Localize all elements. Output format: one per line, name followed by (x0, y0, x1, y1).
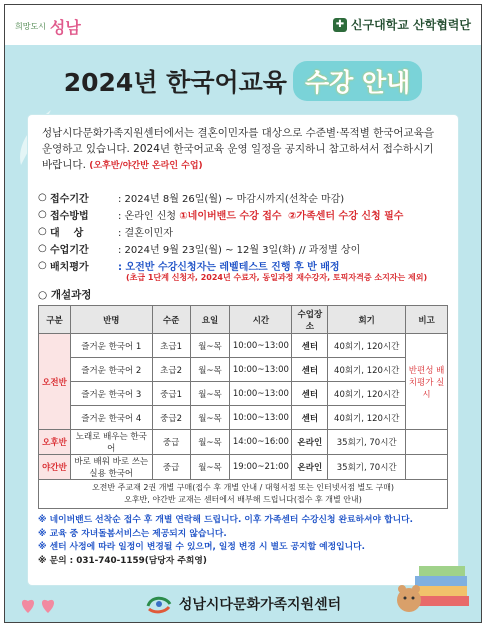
level-cell: 중급1 (152, 382, 190, 406)
column-header: 수업장소 (292, 306, 328, 334)
place-cell: 센터 (292, 334, 328, 358)
level-text: : 오전반 수강신청자는 레벨테스트 진행 후 반 배정 (118, 262, 340, 273)
remark-cell-empty (406, 455, 448, 480)
circle-bullet-icon: ○ (38, 192, 47, 203)
university-seal-icon: ✚ (333, 18, 347, 32)
table-footnote (39, 480, 448, 509)
note-line: ※ 네이버밴드 선착순 접수 후 개별 연락해 드립니다. 이후 가족센터 수강신청 완료하셔야 합니다. (38, 515, 413, 525)
seongnam-logo (15, 15, 81, 38)
target-label: 대 상 (50, 228, 84, 239)
place-cell: 온라인 (292, 430, 328, 455)
table-row (39, 334, 448, 358)
course-label: 수업기간 (50, 245, 89, 256)
place-cell: 센터 (292, 406, 328, 430)
day-cell: 월~목 (190, 334, 230, 358)
place-cell: 센터 (292, 358, 328, 382)
circle-bullet-icon: ○ (38, 260, 47, 271)
circle-bullet-icon: ○ (38, 209, 47, 220)
page-title (5, 61, 481, 101)
intro-paragraph (42, 125, 444, 174)
info-row-course (38, 240, 448, 257)
shingu-university-logo (333, 16, 471, 33)
info-row-period (38, 189, 448, 206)
day-cell: 월~목 (190, 455, 230, 480)
time-cell: 10:00~13:00 (230, 358, 292, 382)
column-header: 시간 (230, 306, 292, 334)
poster (4, 4, 482, 623)
method-value (118, 207, 403, 222)
table-row (39, 382, 448, 406)
footnote-line-1: 오전반 주교재 2권 개별 구매(접수 후 개별 안내 / 대형서점 또는 인터넷서점 별도 구매) (91, 483, 395, 492)
info-list (38, 189, 448, 283)
day-cell: 월~목 (190, 430, 230, 455)
sessions-cell: 40회기, 120시간 (328, 406, 406, 430)
column-header: 회기 (328, 306, 406, 334)
center-name: 성남시다문화가족지원센터 (178, 596, 342, 613)
class-name-cell: 바로 배워 바로 쓰는 실용 한국어 (70, 455, 152, 480)
level-cell: 중급2 (152, 406, 190, 430)
time-cell: 10:00~13:00 (230, 406, 292, 430)
group-cell: 오후반 (39, 430, 71, 455)
table-row (39, 406, 448, 430)
column-header: 비고 (406, 306, 448, 334)
remark-cell: 반편성 배치평가 실시 (406, 334, 448, 430)
books-and-teddy-icon (393, 538, 473, 618)
column-header: 요일 (190, 306, 230, 334)
method-label: 접수방법 (50, 211, 89, 222)
note-line: ※ 센터 사정에 따라 일정이 변경될 수 있으며, 일정 변경 시 별도 공지할 예정입니다. (38, 542, 365, 552)
table-footnote-row (39, 480, 448, 509)
time-cell: 19:00~21:00 (230, 455, 292, 480)
center-logo-icon (145, 594, 173, 614)
sessions-cell: 40회기, 120시간 (328, 358, 406, 382)
class-name-cell: 노래로 배우는 한국어 (70, 430, 152, 455)
level-value (118, 258, 340, 273)
group-cell: 야간반 (39, 455, 71, 480)
notes-list (38, 514, 450, 568)
target-value: : 결혼이민자 (118, 228, 173, 239)
footnote-line-2: 오후반, 야간반 교재는 센터에서 배부해 드립니다(접수 후 개별 안내) (124, 495, 362, 504)
note-line: ※ 교육 중 자녀돌봄서비스는 제공되지 않습니다. (38, 528, 227, 539)
level-cell: 중급 (152, 430, 190, 455)
course-section-title (38, 287, 91, 302)
title-highlight: 수강 안내 (293, 61, 422, 101)
contact-line: ※ 문의 : 031-740-1159(담당자 주희영) (38, 555, 207, 566)
table-row (39, 358, 448, 382)
column-header: 구분 (39, 306, 71, 334)
group-cell: 오전반 (39, 334, 71, 430)
logo-brand-text: 성남 (49, 18, 81, 37)
time-cell: 14:00~16:00 (230, 430, 292, 455)
sessions-cell: 40회기, 120시간 (328, 334, 406, 358)
circle-bullet-icon: ○ (38, 226, 47, 237)
time-cell: 10:00~13:00 (230, 334, 292, 358)
method-text: : 온라인 신청 (118, 211, 180, 222)
day-cell: 월~목 (190, 358, 230, 382)
day-cell: 월~목 (190, 382, 230, 406)
class-name-cell: 즐거운 한국어 2 (70, 358, 152, 382)
level-cell: 중급 (152, 455, 190, 480)
class-name-cell: 즐거운 한국어 3 (70, 382, 152, 406)
level-cell: 초급2 (152, 358, 190, 382)
class-name-cell: 즐거운 한국어 1 (70, 334, 152, 358)
table-header-row (39, 306, 448, 334)
university-name: 신구대학교 산학협력단 (350, 18, 471, 32)
time-cell: 10:00~13:00 (230, 382, 292, 406)
circle-bullet-icon: ○ (38, 289, 51, 301)
course-table (38, 305, 448, 509)
circle-bullet-icon: ○ (38, 243, 47, 254)
period-value: : 2024년 8월 26일(월) ~ 마감시까지(선착순 마감) (118, 194, 345, 205)
place-cell: 센터 (292, 382, 328, 406)
method-option-1: ①네이버밴드 수강 접수 (179, 211, 282, 222)
place-cell: 온라인 (292, 455, 328, 480)
header-bar (5, 5, 481, 45)
class-name-cell: 즐거운 한국어 4 (70, 406, 152, 430)
table-row (39, 455, 448, 480)
remark-cell-empty (406, 430, 448, 455)
section-label: 개설과정 (50, 289, 92, 301)
day-cell: 월~목 (190, 406, 230, 430)
sessions-cell: 40회기, 120시간 (328, 382, 406, 406)
info-row-method (38, 206, 448, 223)
level-cell: 초급1 (152, 334, 190, 358)
course-value: : 2024년 9월 23일(월) ~ 12월 3일(화) // 과정별 상이 (118, 245, 361, 256)
level-label: 배치평가 (50, 262, 89, 273)
title-main: 2024년 한국어교육 (63, 68, 287, 97)
intro-note: (오후반/야간반 온라인 수업) (89, 161, 203, 171)
notice-card (28, 115, 458, 585)
sessions-cell: 35회기, 70시간 (328, 430, 406, 455)
logo-small-text: 희망도시 (15, 22, 46, 31)
intro-text: 성남시다문화가족지원센터에서는 결혼이민자를 대상으로 수준별·목적별 한국어교육을 운영하고 있습니다. 2024년 한국어교육 운영 일정을 공지하니 참고하셔서 접수하시기 바랍니다. (42, 127, 434, 171)
level-note: (초급 1단계 신청자, 2024년 수료자, 동일과정 재수강자, 토픽자격증 소지자는 제외) (126, 273, 428, 282)
period-label: 접수기간 (50, 194, 89, 205)
column-header: 반명 (70, 306, 152, 334)
table-row (39, 430, 448, 455)
info-row-target (38, 223, 448, 240)
sessions-cell: 35회기, 70시간 (328, 455, 406, 480)
method-option-2: ②가족센터 수강 신청 필수 (287, 211, 404, 222)
column-header: 수준 (152, 306, 190, 334)
